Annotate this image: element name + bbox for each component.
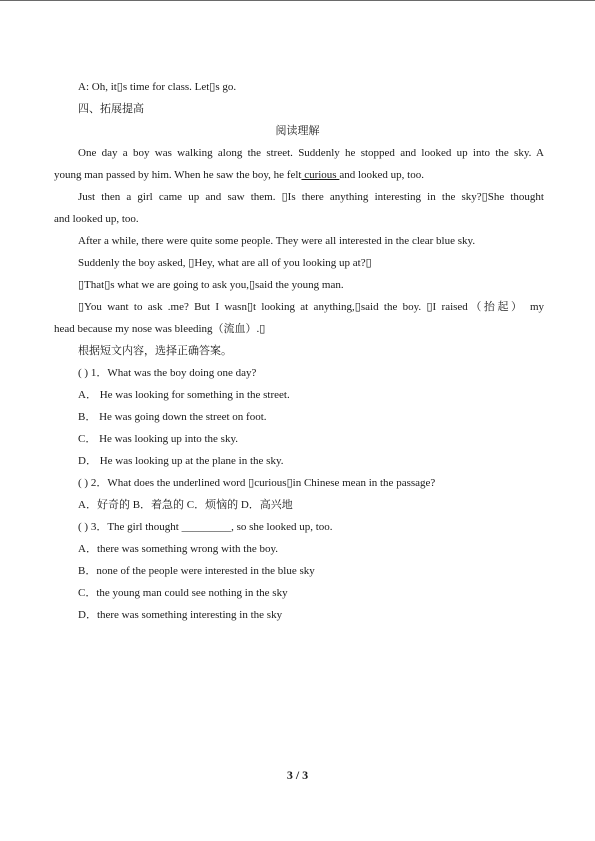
page-number: 3 / 3 — [286, 768, 309, 782]
q1-option-a: A． He was looking for something in the street. — [78, 389, 290, 401]
q1-option-c: C． He was looking up into the sky. — [78, 433, 238, 445]
dialogue-line: A: Oh, it▯s time for class. Let▯s go. — [78, 81, 237, 93]
passage-line: Just then a girl came up and saw them. ▯Is there anything interesting in the sky?▯She thought — [78, 191, 544, 203]
passage-line: young man passed by him. When he saw the boy, he felt curious and looked up, too. — [54, 169, 424, 181]
passage-line: head because my nose was bleeding（流血）.▯ — [54, 323, 266, 335]
q3-option-c: C．the young man could see nothing in the sky — [78, 587, 288, 599]
q1-option-d: D． He was looking up at the plane in the sky. — [78, 455, 284, 467]
q2-options: A．好奇的 B．着急的 C．烦恼的 D．高兴地 — [78, 499, 293, 511]
q3-option-a: A．there was something wrong with the boy. — [78, 543, 279, 555]
passage-line: ▯That▯s what we are going to ask you,▯said the young man. — [78, 279, 344, 291]
passage-line: and looked up, too. — [54, 213, 139, 225]
passage-line: Suddenly the boy asked, ▯Hey, what are all of you looking up at?▯ — [78, 257, 372, 269]
underlined-word: curious — [301, 169, 340, 181]
section-heading: 四、拓展提高 — [78, 103, 144, 115]
header-rule — [0, 0, 595, 1]
q3-option-d: D．there was something interesting in the sky — [78, 609, 283, 621]
passage-line: ▯You want to ask .me? But I wasn▯t looking at anything,▯said the boy. ▯I raised（抬起） my — [78, 301, 544, 313]
question-1: ( ) 1．What was the boy doing one day? — [78, 367, 257, 379]
q3-option-b: B．none of the people were interested in the blue sky — [78, 565, 315, 577]
question-2: ( ) 2．What does the underlined word ▯curious▯in Chinese mean in the passage? — [78, 477, 436, 489]
q1-option-b: B． He was going down the street on foot. — [78, 411, 267, 423]
passage-line: One day a boy was walking along the street. Suddenly he stopped and looked up into the sky. A — [78, 147, 544, 159]
passage-line: After a while, there were quite some people. They were all interested in the clear blue sky. — [78, 235, 476, 247]
reading-title: 阅读理解 — [275, 125, 320, 137]
question-3: ( ) 3．The girl thought _________, so she looked up, too. — [78, 521, 333, 533]
instruction: 根据短文内容，选择正确答案。 — [78, 345, 232, 357]
